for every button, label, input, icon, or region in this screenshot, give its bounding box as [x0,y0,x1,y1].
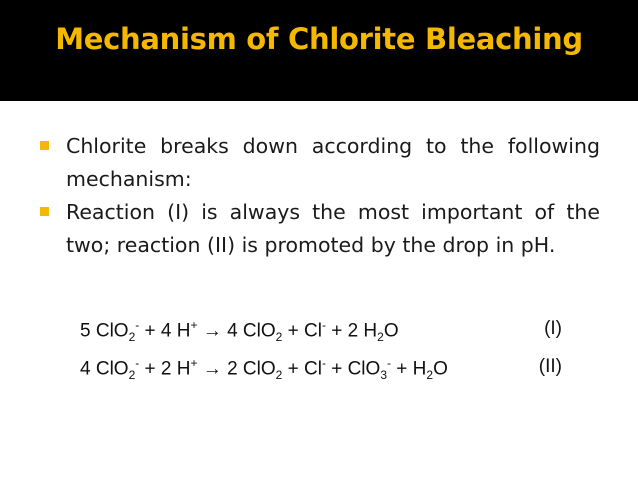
equation-block [80,318,570,394]
equation-row [80,318,570,356]
equation-label: (I) [544,318,562,339]
bullet-text: Chlorite breaks down according to the following mechanism: [66,134,600,191]
equation-row [80,356,570,394]
bullet-item [40,196,600,262]
slide-title: Mechanism of Chlorite Bleaching [55,22,583,56]
bullet-item [40,130,600,196]
bullet-text: Reaction (I) is always the most important of the two; reaction (II) is promoted by the drop in pH. [66,200,600,257]
bullet-square-icon [40,207,49,216]
bullet-list [40,130,600,262]
equation-text: 5 ClO$_2$- + 4 H+ → 4 ClO$_2$ + Cl- + 2 $H_2O$ [80,318,399,345]
title-bar [0,0,638,101]
equation-label: (II) [538,356,562,377]
equation-text: 4 ClO$_2$- + 2 H+ → 2 $ClO_2 + Cl^- + ClO_3^- + H_2O$ [80,356,448,383]
bullet-square-icon [40,141,49,150]
